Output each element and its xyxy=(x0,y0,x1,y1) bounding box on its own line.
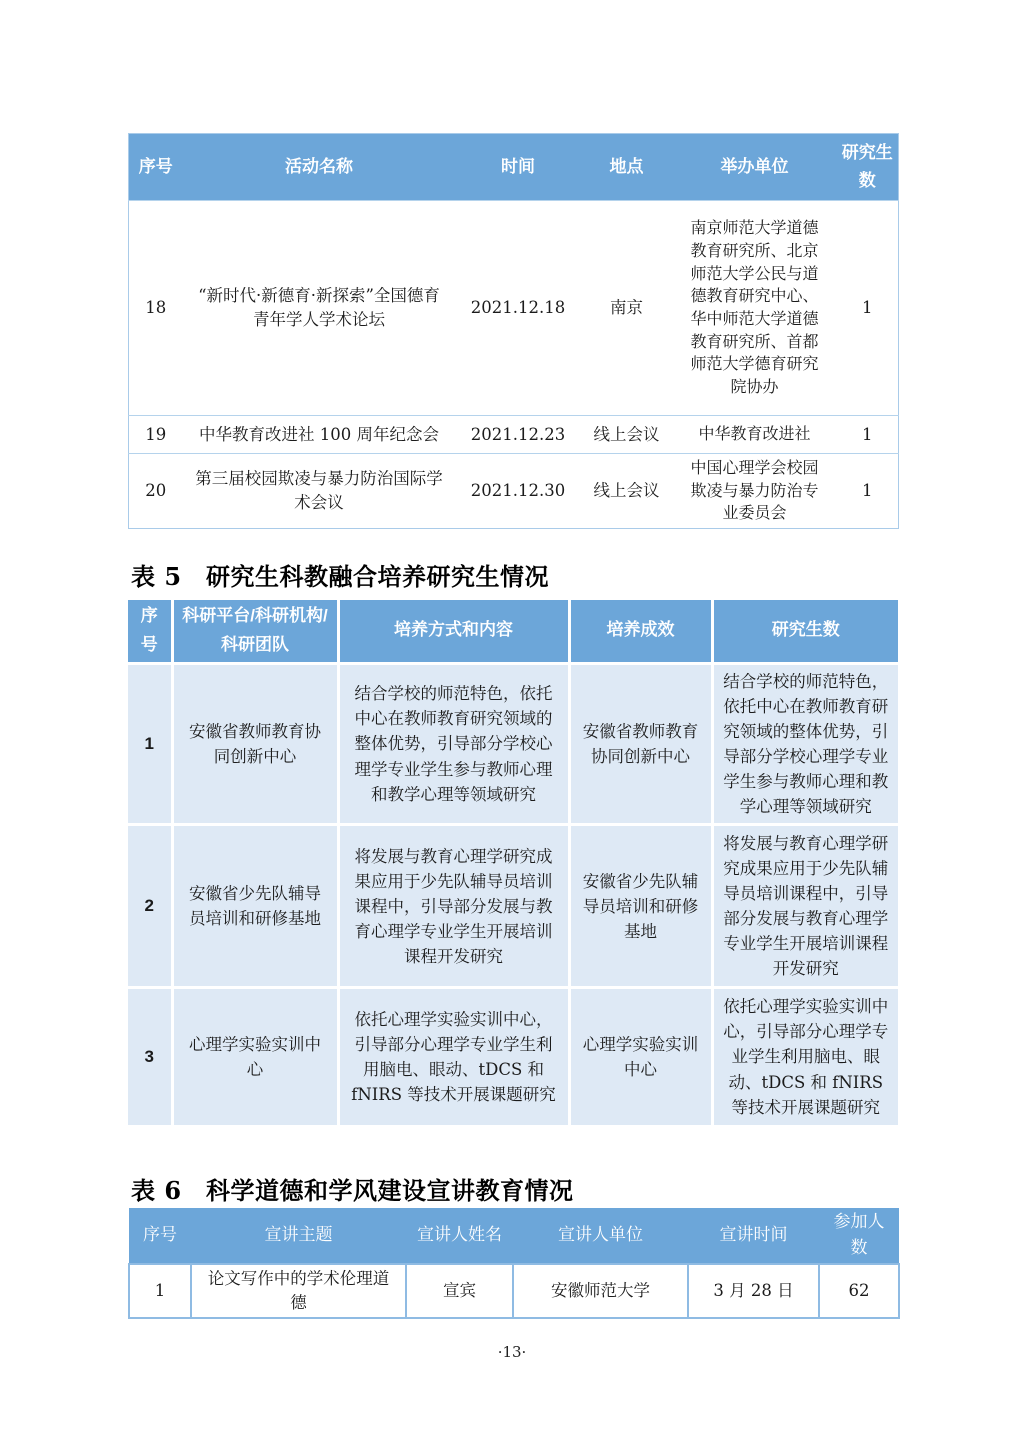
column-header-count: 研究生数 xyxy=(837,134,899,201)
cell-count: 1 xyxy=(837,201,899,416)
cell-activity-name: 第三届校园欺凌与暴力防治国际学术会议 xyxy=(183,454,456,529)
table-row xyxy=(128,825,898,988)
cell-platform: 安徽省少先队辅导员培训和研修基地 xyxy=(172,825,338,988)
table-row xyxy=(129,1264,899,1318)
cell-count: 1 xyxy=(837,416,899,454)
cell-no: 1 xyxy=(128,663,172,824)
cell-result: 心理学实验实训中心 xyxy=(569,988,712,1125)
column-header-topic: 宣讲主题 xyxy=(191,1208,406,1264)
cell-count: 将发展与教育心理学研究成果应用于少先队辅导员培训课程中，引导部分发展与教育心理学专业学生开展培训课程开发研究 xyxy=(712,825,898,988)
column-header-unit: 宣讲人单位 xyxy=(513,1208,688,1264)
cell-method: 将发展与教育心理学研究成果应用于少先队辅导员培训课程中，引导部分发展与教育心理学专业学生开展培训课程开发研究 xyxy=(338,825,569,988)
column-header-count: 研究生数 xyxy=(712,600,898,663)
table-row xyxy=(129,454,899,529)
column-header-no: 序号 xyxy=(128,600,172,663)
activities-table xyxy=(128,133,899,529)
page-number: ·13· xyxy=(497,1343,527,1361)
column-header-place: 地点 xyxy=(581,134,673,201)
table6-title: 表 6 科学道德和学风建设宣讲教育情况 xyxy=(131,1176,574,1205)
cell-count: 62 xyxy=(819,1264,899,1318)
table5-title: 表 5 研究生科教融合培养研究生情况 xyxy=(131,562,550,591)
cell-time: 3 月 28 日 xyxy=(688,1264,819,1318)
cell-method: 结合学校的师范特色，依托中心在教师教育研究领域的整体优势，引导部分学校心理学专业学生参与教师心理和教学心理等领域研究 xyxy=(338,663,569,824)
column-header-organizer: 举办单位 xyxy=(673,134,837,201)
cell-no: 20 xyxy=(129,454,183,529)
cell-organizer: 中华教育改进社 xyxy=(673,416,837,454)
cell-unit: 安徽师范大学 xyxy=(513,1264,688,1318)
cell-count: 结合学校的师范特色，依托中心在教师教育研究领域的整体优势，引导部分学校心理学专业学生参与教师心理和教学心理等领域研究 xyxy=(712,663,898,824)
column-header-method: 培养方式和内容 xyxy=(338,600,569,663)
column-header-platform: 科研平台/科研机构/科研团队 xyxy=(172,600,338,663)
column-header-activity: 活动名称 xyxy=(183,134,456,201)
cell-place: 线上会议 xyxy=(581,416,673,454)
table-row xyxy=(129,416,899,454)
cell-time: 2021.12.30 xyxy=(456,454,581,529)
column-header-speaker: 宣讲人姓名 xyxy=(406,1208,513,1264)
column-header-result: 培养成效 xyxy=(569,600,712,663)
table6-header-row xyxy=(129,1208,899,1264)
column-header-time: 时间 xyxy=(456,134,581,201)
cell-activity-name: “新时代·新德育·新探索”全国德育青年学人学术论坛 xyxy=(183,201,456,416)
cell-no: 19 xyxy=(129,416,183,454)
cell-speaker: 宣宾 xyxy=(406,1264,513,1318)
cell-no: 1 xyxy=(129,1264,191,1318)
science-education-table xyxy=(128,600,898,1125)
cell-time: 2021.12.23 xyxy=(456,416,581,454)
cell-time: 2021.12.18 xyxy=(456,201,581,416)
cell-no: 2 xyxy=(128,825,172,988)
table5-header-row xyxy=(128,600,898,663)
cell-no: 18 xyxy=(129,201,183,416)
column-header-no: 序号 xyxy=(129,1208,191,1264)
ethics-lecture-table xyxy=(128,1208,900,1319)
cell-place: 南京 xyxy=(581,201,673,416)
cell-count: 依托心理学实验实训中心，引导部分心理学专业学生利用脑电、眼动、tDCS 和 fNIRS 等技术开展课题研究 xyxy=(712,988,898,1125)
cell-place: 线上会议 xyxy=(581,454,673,529)
cell-platform: 心理学实验实训中心 xyxy=(172,988,338,1125)
table-row xyxy=(129,201,899,416)
cell-count: 1 xyxy=(837,454,899,529)
cell-organizer: 南京师范大学道德教育研究所、北京师范大学公民与道德教育研究中心、华中师范大学道德教育研究所、首都师范大学德育研究院协办 xyxy=(673,201,837,416)
cell-no: 3 xyxy=(128,988,172,1125)
column-header-no: 序号 xyxy=(129,134,183,201)
activities-header-row xyxy=(129,134,899,201)
column-header-time: 宣讲时间 xyxy=(688,1208,819,1264)
table-row xyxy=(128,663,898,824)
table-row xyxy=(128,988,898,1125)
cell-result: 安徽省少先队辅导员培训和研修基地 xyxy=(569,825,712,988)
cell-platform: 安徽省教师教育协同创新中心 xyxy=(172,663,338,824)
cell-topic: 论文写作中的学术伦理道德 xyxy=(191,1264,406,1318)
cell-method: 依托心理学实验实训中心，引导部分心理学专业学生利用脑电、眼动、tDCS 和 fNIRS 等技术开展课题研究 xyxy=(338,988,569,1125)
cell-result: 安徽省教师教育协同创新中心 xyxy=(569,663,712,824)
cell-organizer: 中国心理学会校园欺凌与暴力防治专业委员会 xyxy=(673,454,837,529)
column-header-count: 参加人数 xyxy=(819,1208,899,1264)
cell-activity-name: 中华教育改进社 100 周年纪念会 xyxy=(183,416,456,454)
